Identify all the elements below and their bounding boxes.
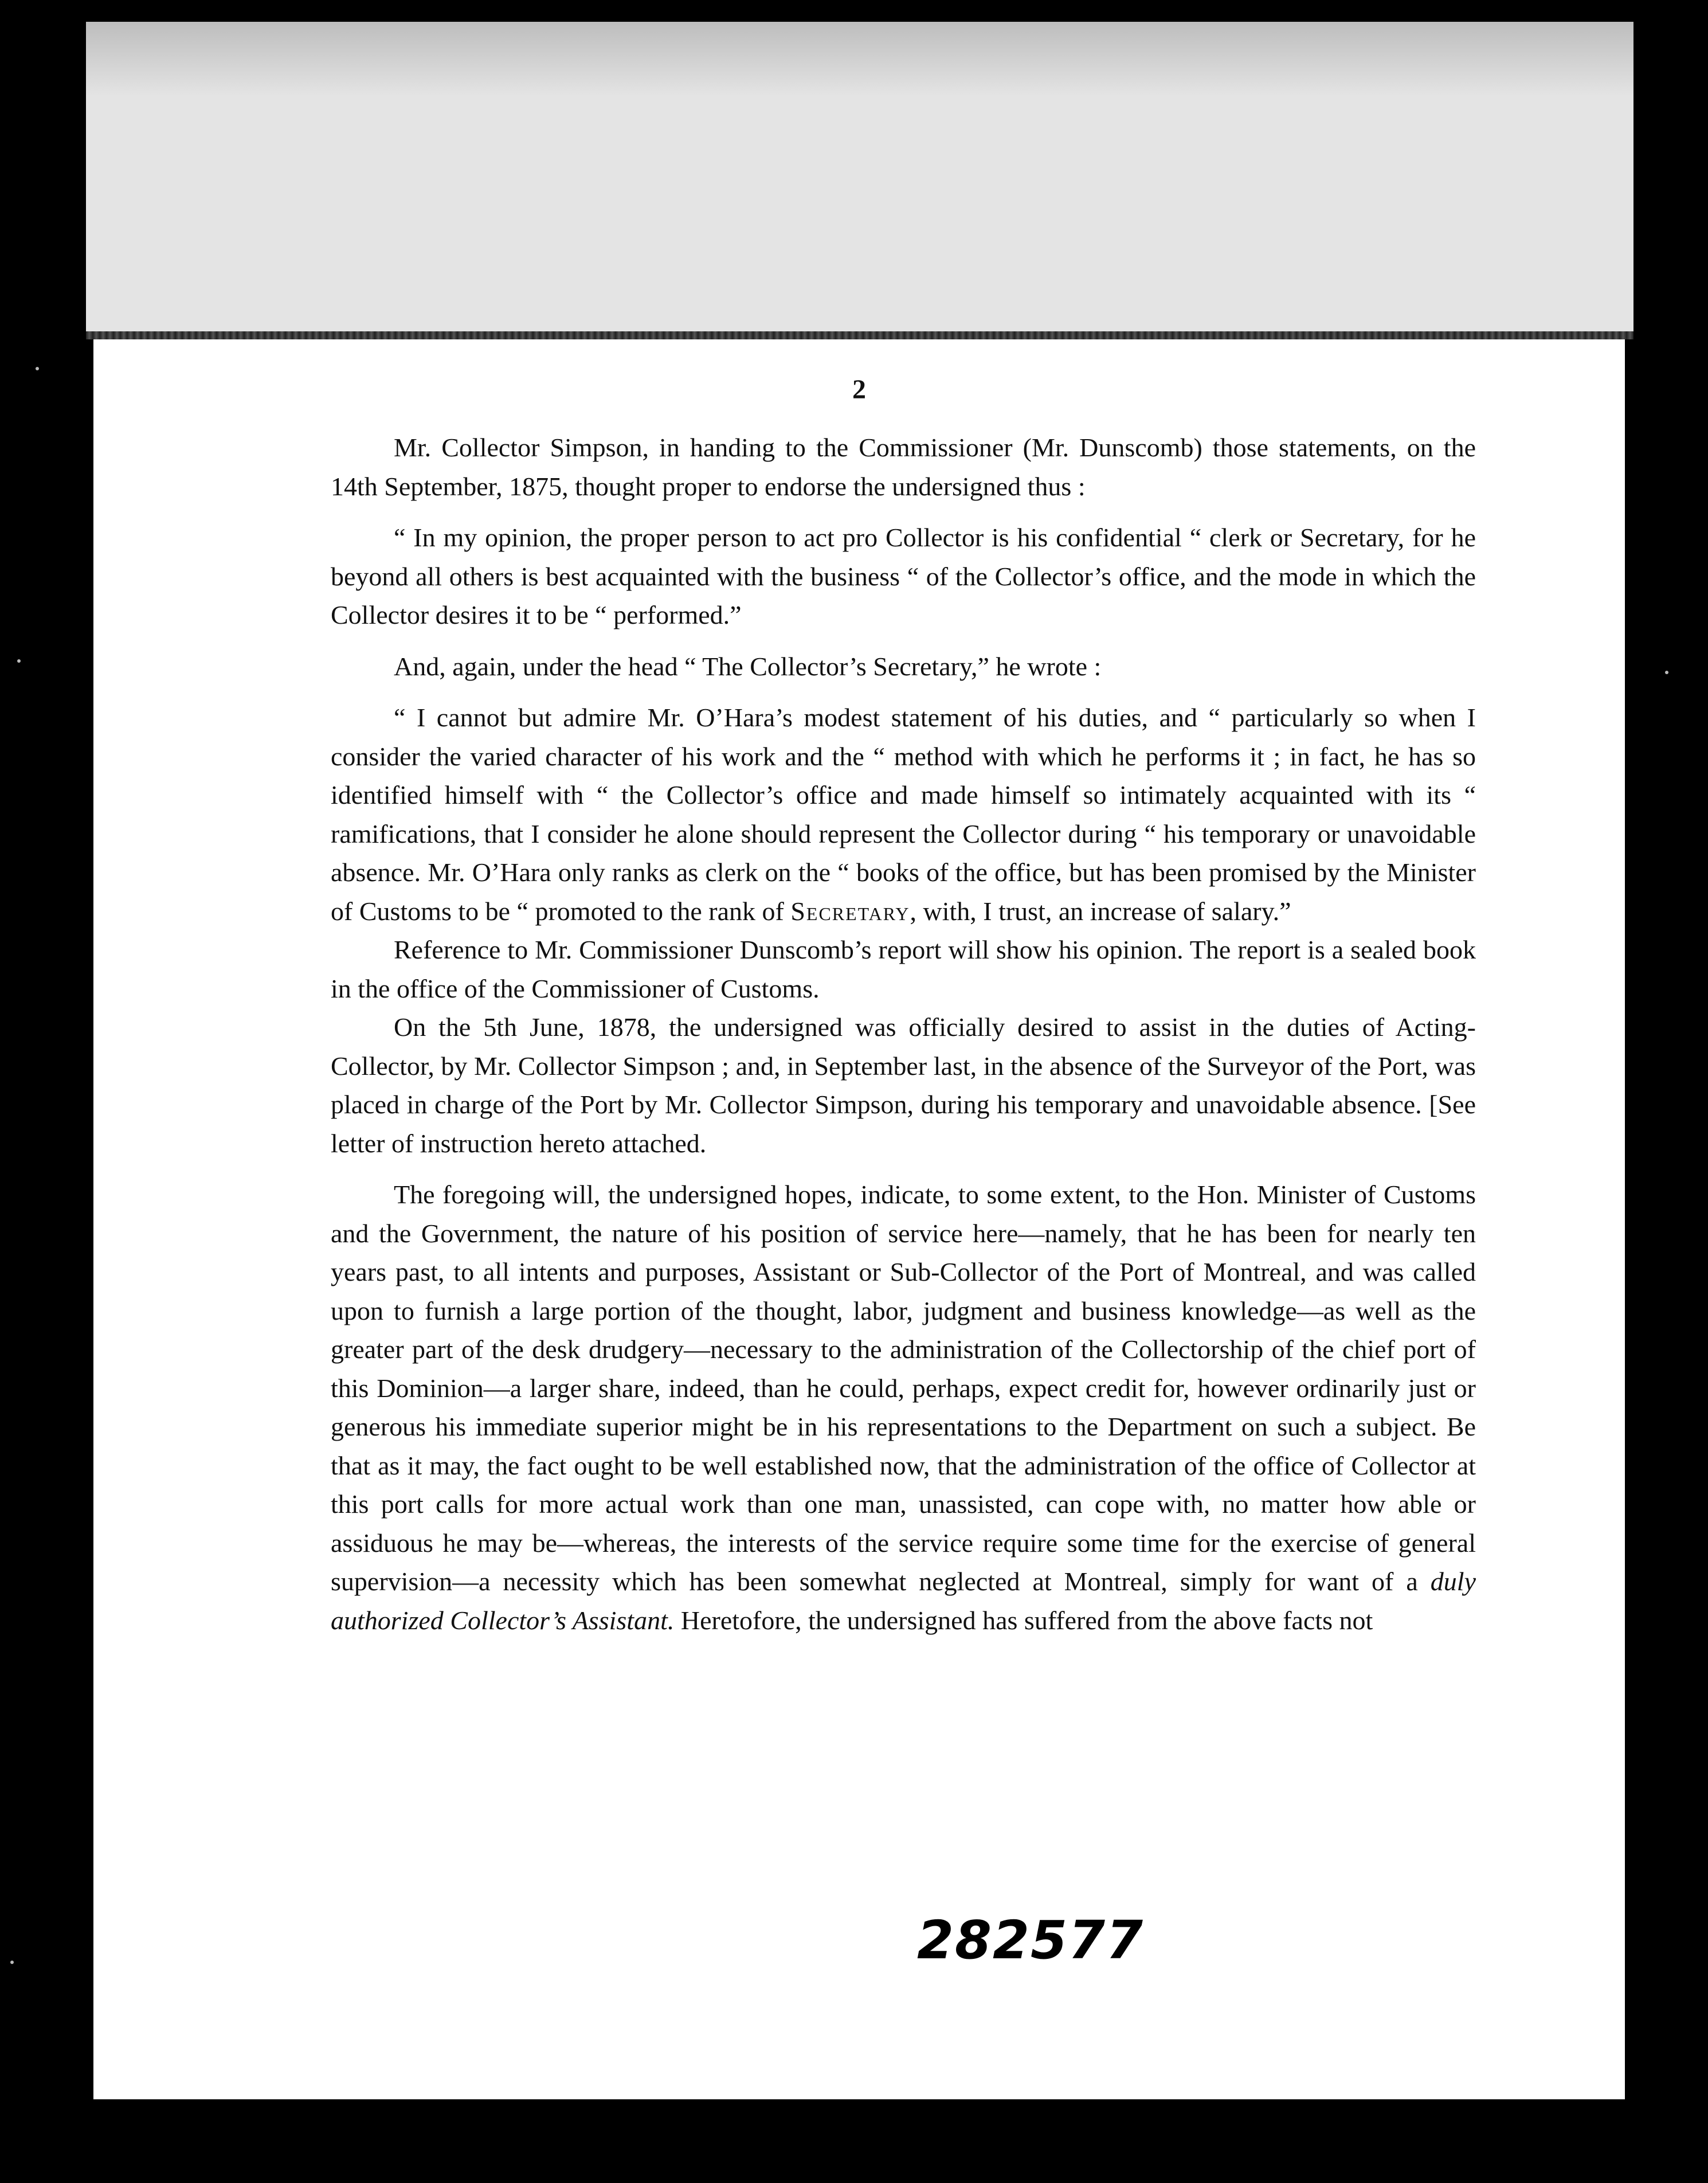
flap-shadow: [86, 22, 1633, 96]
page-number: 2: [852, 374, 866, 405]
paragraph-foregoing: [331, 1175, 1476, 1640]
flap-torn-edge: [86, 331, 1633, 339]
quote-pro-collector: “ In my opinion, the proper person to act pro Collector is his confidential “ clerk or Secretary, for he beyond all others is best acquainted with the business “ of the Collector’s office, and the mode in which the Collector desires it to be “ performed.”: [331, 523, 1476, 629]
paragraph-foregoing-main: The foregoing will, the undersigned hopes, indicate, to some extent, to the Hon. Minister of Customs and the Government, the nature of his position of service here—namely, that he has been for nearly ten years past, to all intents and purposes, Assistant or Sub-Collector of the Port of Montreal, and was called upon to furnish a large portion of the thought, labor, judgment and business knowledge—as well as the greater part of the desk drudgery—necessary to the administration of the Collectorship of the chief port of this Dominion—a larger share, indeed, than he could, perhaps, expect credit for, however ordinarily just or generous his immediate superior might be in his representations to the Department on such a subject. Be that as it may, the fact ought to be well established now, that the administration of the office of Collector at this port calls for more actual work than one man, unassisted, can cope with, no matter how able or assiduous he may be—whereas, the interests of the service require some time for the exercise of general supervision—a necessity which has been somewhat neglected at Montreal, simply for want of a: [331, 1180, 1476, 1596]
folded-previous-page: [86, 22, 1633, 334]
quote-ohara-duties: [331, 698, 1476, 930]
scan-speck: [36, 367, 39, 370]
scan-speck: [17, 659, 21, 663]
archive-stamp-number: 282577: [887, 1909, 1174, 1972]
body-text: [331, 428, 1476, 1640]
paragraph-dunscomb-report: Reference to Mr. Commissioner Dunscomb’s report will show his opinion. The report is a sealed book in the office of the Commissioner of Customs.: [331, 935, 1476, 1003]
scan-speck: [10, 1961, 14, 1964]
paragraph-foregoing-tail: Heretofore, the undersigned has suffered from the above facts not: [674, 1605, 1373, 1635]
collector-assistant-italic: duly authorized Collector’s Assistant.: [331, 1567, 1476, 1635]
quote-ohara-duties-end: , with, I trust, an increase of salary.”: [910, 896, 1291, 926]
paragraph-secretary-heading: And, again, under the head “ The Collector’s Secretary,” he wrote :: [394, 651, 1102, 681]
secretary-smallcaps: Secretary: [790, 896, 910, 926]
paragraph-acting-collector: On the 5th June, 1878, the undersigned was officially desired to assist in the duties of Acting-Collector, by Mr. Collector Simpson ; and, in September last, in the absence of the Surveyor of the Port, was placed in charge of the Port by Mr. Collector Simpson, during his temporary and unavoidable absence. [See letter of instruction hereto attached.: [331, 1012, 1476, 1158]
quote-ohara-duties-main: “ I cannot but admire Mr. O’Hara’s modest statement of his duties, and “ particularly so when I consider the varied character of his work and the “ method with which he performs it ; in fact, he has so identified himself with “ the Collector’s office and made himself so intimately acquainted with its “ ramifications, that I consider he alone should represent the Collector during “ his temporary or unavoidable absence. Mr. O’Hara only ranks as clerk on the “ books of the office, but has been promised by the Minister of Customs to be “ promoted to the rank of: [331, 703, 1476, 926]
document-page: [93, 339, 1625, 2099]
scan-speck: [1665, 671, 1668, 674]
paragraph-simpson-endorsement: Mr. Collector Simpson, in handing to the Commissioner (Mr. Dunscomb) those statements, on the 14th September, 1875, thought proper to endorse the undersigned thus :: [331, 433, 1476, 501]
